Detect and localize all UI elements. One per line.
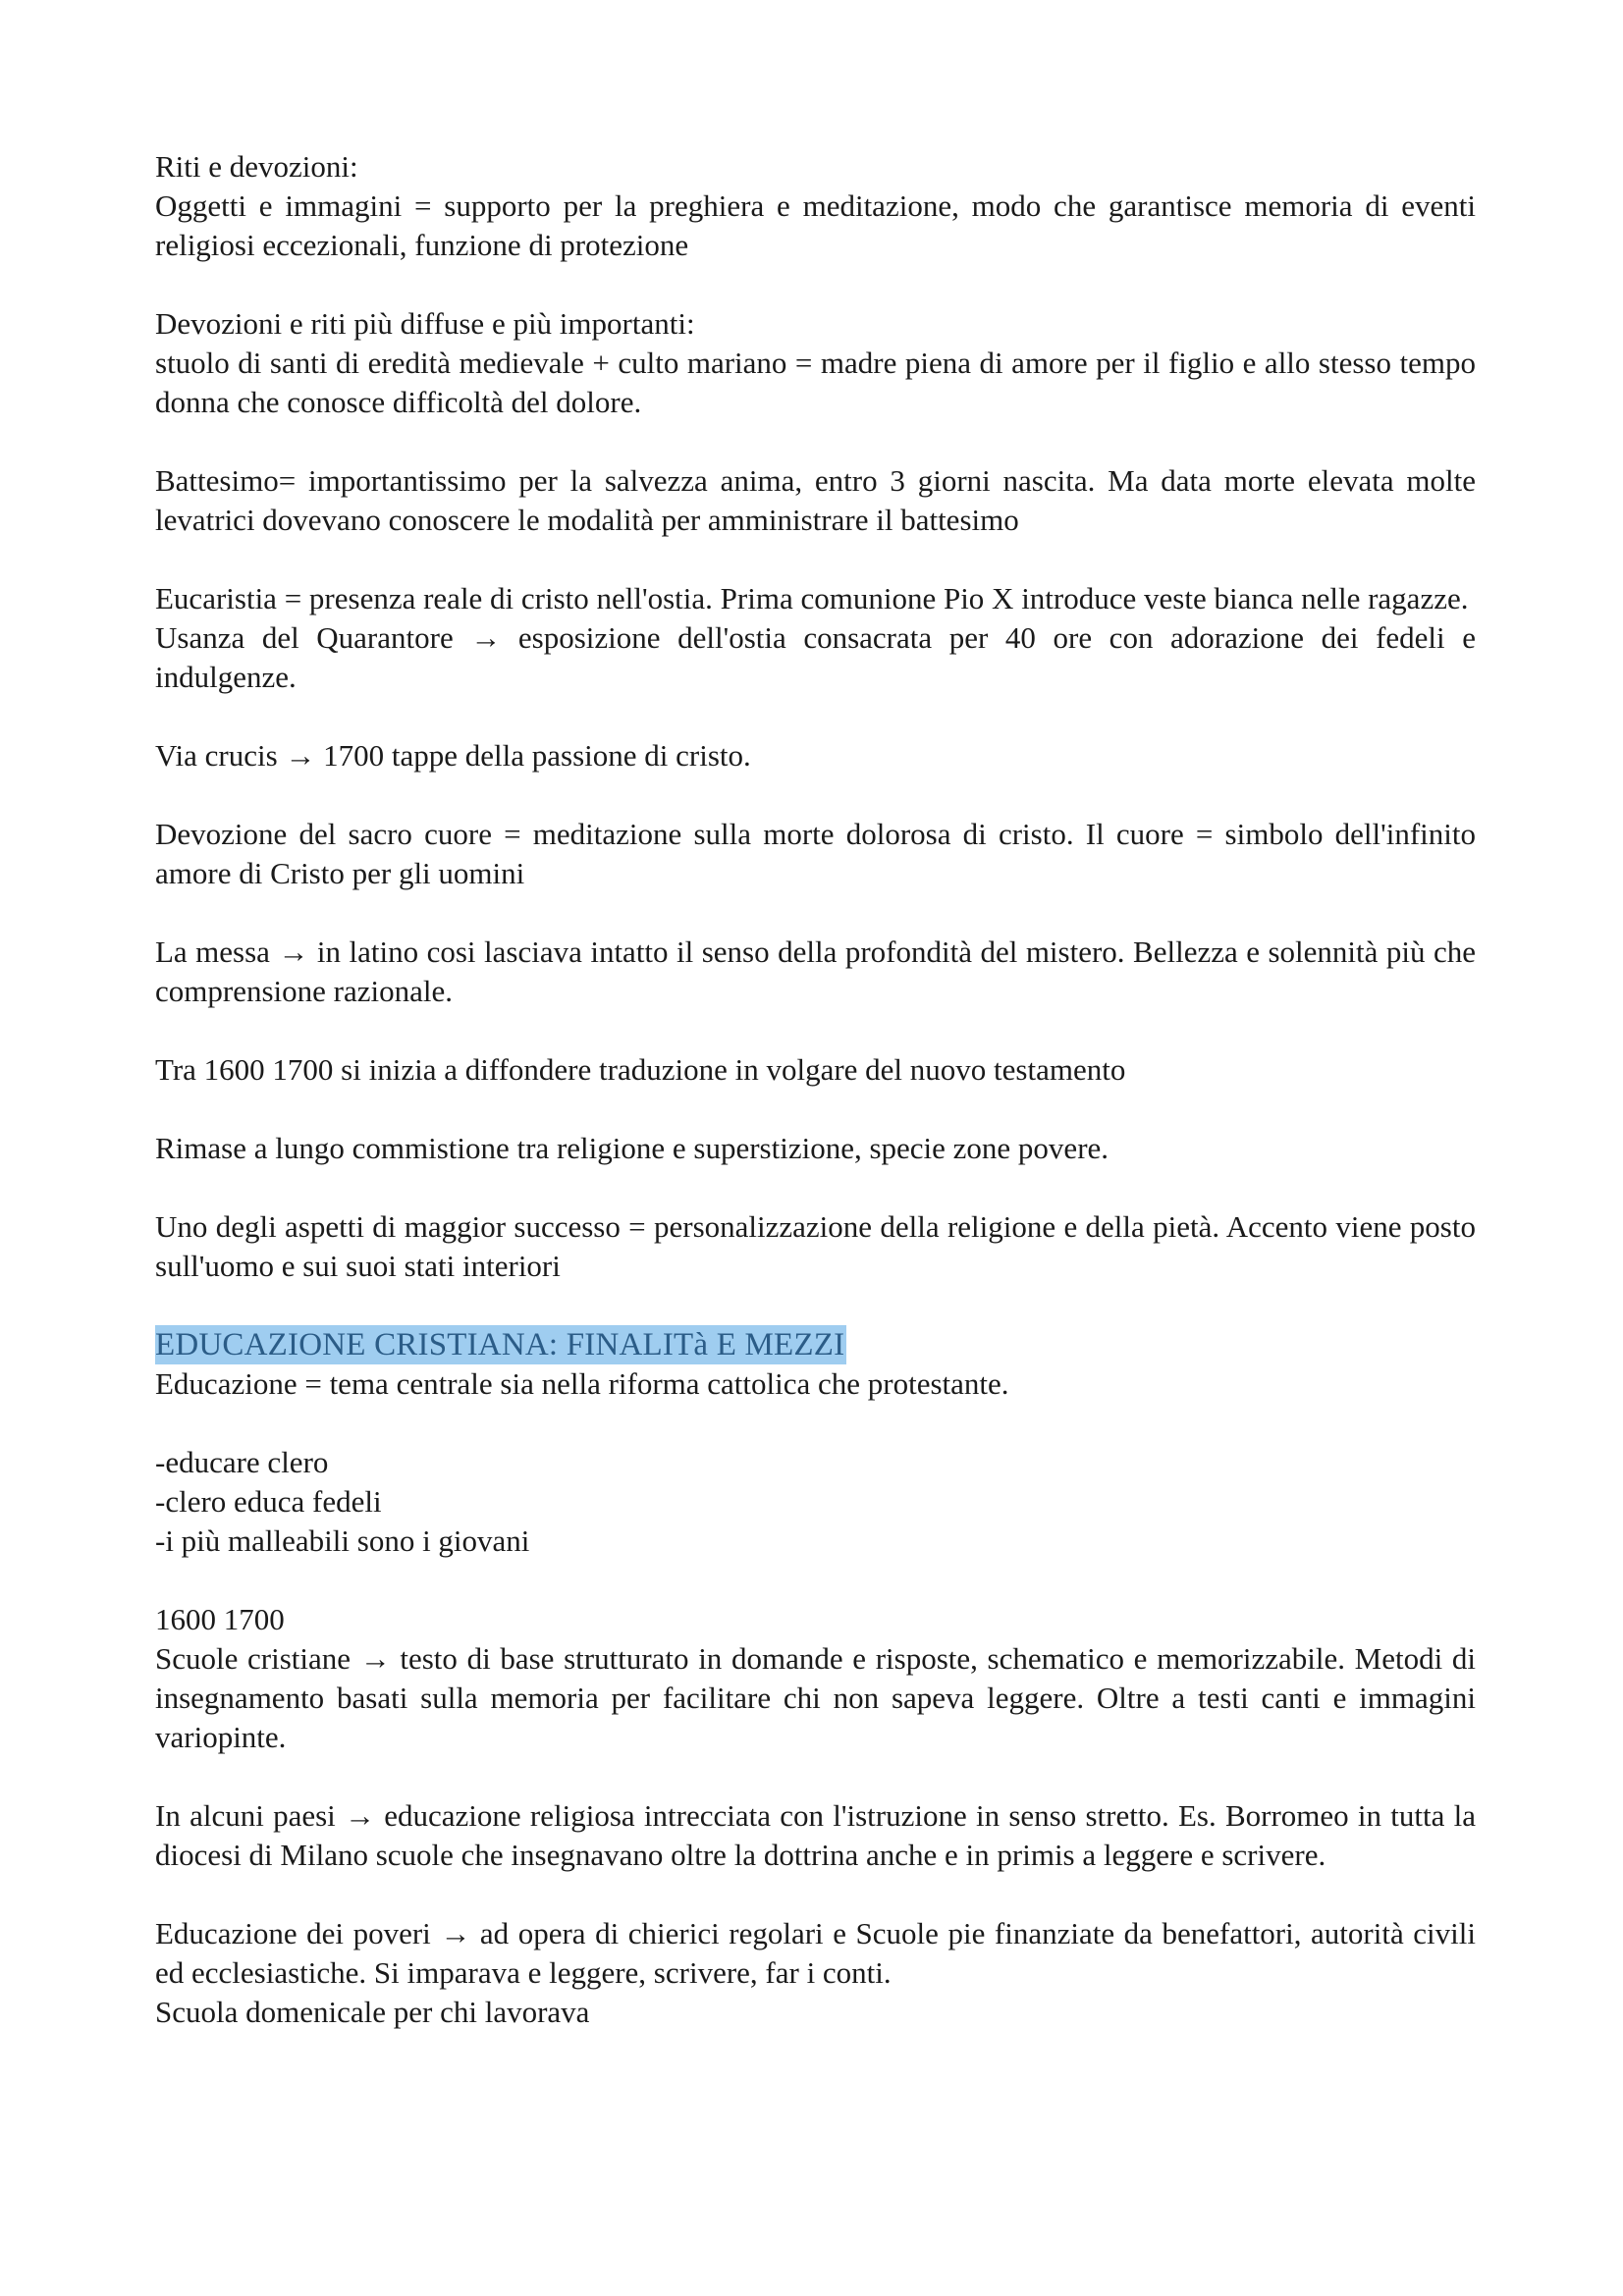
spacer	[155, 422, 1476, 461]
spacer	[155, 1090, 1476, 1129]
educazione-heading-line	[155, 1325, 1476, 1364]
sacro-cuore-paragraph: Devozione del sacro cuore = meditazione sulla morte dolorosa di cristo. Il cuore = simbolo dell'infinito amore di Cristo per gli uomini	[155, 817, 1476, 890]
poveri-paragraph: Educazione dei poveri → ad opera di chierici regolari e Scuole pie finanziate da benefattori, autorità civili ed ecclesiastiche. Si imparava e leggere, scrivere, far i conti.	[155, 1916, 1476, 1990]
period-label: 1600 1700	[155, 1602, 285, 1636]
list-item: -i più malleabili sono i giovani	[155, 1523, 530, 1558]
educazione-heading: EDUCAZIONE CRISTIANA: FINALITà E MEZZI	[155, 1327, 845, 1362]
list-item: -clero educa fedeli	[155, 1484, 382, 1519]
paesi-paragraph: In alcuni paesi → educazione religiosa intrecciata con l'istruzione in senso stretto. Es. Borromeo in tutta la diocesi di Milano scuole che insegnavano oltre la dottrina anche e in primis a leggere e scrivere.	[155, 1798, 1476, 1872]
traduzione-paragraph: Tra 1600 1700 si inizia a diffondere traduzione in volgare del nuovo testamento	[155, 1052, 1126, 1087]
spacer	[155, 1757, 1476, 1796]
spacer	[155, 697, 1476, 736]
devozioni-text: stuolo di santi di eredità medievale + culto mariano = madre piena di amore per il figlio e allo stesso tempo donna che conosce difficoltà del dolore.	[155, 346, 1476, 419]
spacer	[155, 1875, 1476, 1914]
spacer	[155, 1168, 1476, 1207]
spacer	[155, 540, 1476, 579]
document-page	[155, 147, 1476, 2032]
spacer	[155, 893, 1476, 933]
quarantore-paragraph: Usanza del Quarantore → esposizione dell'ostia consacrata per 40 ore con adorazione dei fedeli e indulgenze.	[155, 620, 1476, 694]
eucaristia-paragraph: Eucaristia = presenza reale di cristo nell'ostia. Prima comunione Pio X introduce veste bianca nelle ragazze.	[155, 581, 1469, 615]
via-crucis-paragraph: Via crucis → 1700 tappe della passione di cristo.	[155, 738, 751, 773]
list-item: -educare clero	[155, 1445, 329, 1479]
scuole-paragraph: Scuole cristiane → testo di base strutturato in domande e risposte, schematico e memorizzabile. Metodi di insegnamento basati sulla memoria per facilitare chi non sapeva leggere. Oltre a testi canti e immagini variopinte.	[155, 1641, 1476, 1754]
spacer	[155, 1561, 1476, 1600]
battesimo-paragraph: Battesimo= importantissimo per la salvezza anima, entro 3 giorni nascita. Ma data morte elevata molte levatrici dovevano conoscere le modalità per amministrare il battesimo	[155, 463, 1476, 537]
devozioni-title: Devozioni e riti più diffuse e più importanti:	[155, 306, 695, 341]
riti-title: Riti e devozioni:	[155, 149, 358, 184]
superstizione-paragraph: Rimase a lungo commistione tra religione e superstizione, specie zone povere.	[155, 1131, 1109, 1165]
spacer	[155, 1404, 1476, 1443]
spacer	[155, 775, 1476, 815]
personalizzazione-paragraph: Uno degli aspetti di maggior successo = personalizzazione della religione e della pietà. Accento viene posto sull'uomo e sui suoi stati interiori	[155, 1209, 1476, 1283]
spacer	[155, 1286, 1476, 1325]
messa-paragraph: La messa → in latino cosi lasciava intatto il senso della profondità del mistero. Bellezza e solennità più che comprensione razionale.	[155, 934, 1476, 1008]
riti-text: Oggetti e immagini = supporto per la preghiera e meditazione, modo che garantisce memoria di eventi religiosi eccezionali, funzione di protezione	[155, 188, 1476, 262]
spacer	[155, 265, 1476, 304]
spacer	[155, 1011, 1476, 1050]
educazione-intro: Educazione = tema centrale sia nella riforma cattolica che protestante.	[155, 1366, 1009, 1401]
domenicale-paragraph: Scuola domenicale per chi lavorava	[155, 1995, 590, 2029]
